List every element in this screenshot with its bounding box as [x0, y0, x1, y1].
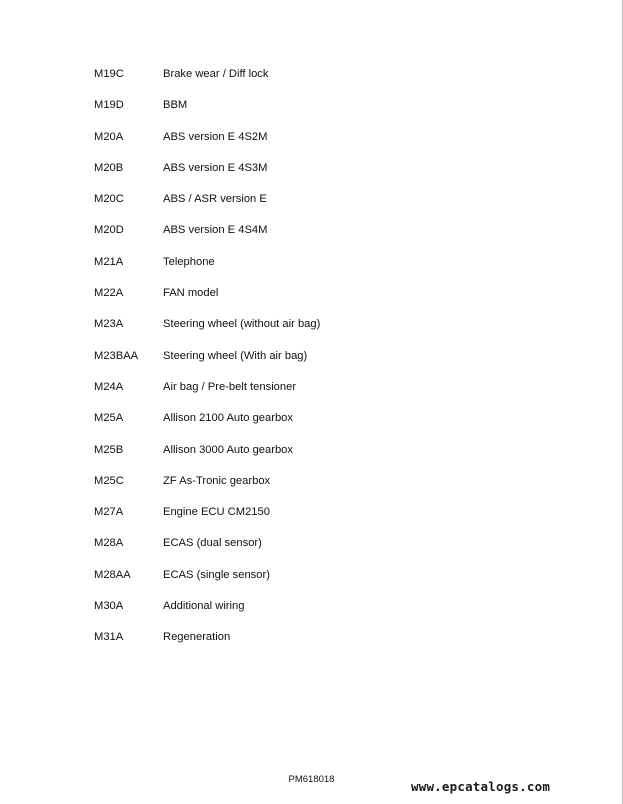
module-code: M24A: [94, 380, 124, 393]
module-code: M20B: [94, 161, 124, 174]
module-title: ECAS (dual sensor): [163, 537, 262, 550]
module-title: Additional wiring: [163, 600, 245, 613]
list-item: [94, 504, 574, 535]
module-code: M19C: [94, 68, 124, 80]
module-code: M19D: [94, 99, 124, 112]
list-item: [94, 316, 574, 347]
module-title: BBM: [163, 99, 188, 112]
list-item: [94, 473, 574, 504]
module-code: M28AA: [94, 568, 131, 581]
module-code: M25C: [94, 474, 124, 487]
list-item: [94, 535, 574, 566]
list-item: [94, 379, 574, 410]
module-title: ECAS (single sensor): [163, 568, 270, 581]
list-item: [94, 254, 574, 285]
module-title: ABS version E 4S4M: [163, 224, 268, 237]
list-item: [94, 222, 574, 253]
module-title: ABS / ASR version E: [163, 193, 267, 206]
list-item: [94, 442, 574, 473]
list-item: [94, 191, 574, 222]
module-title: Allison 3000 Auto gearbox: [163, 443, 293, 456]
module-code: M21A: [94, 255, 124, 268]
module-title: ZF As-Tronic gearbox: [163, 474, 271, 487]
module-code: M23A: [94, 318, 124, 331]
module-title: Engine ECU CM2150: [163, 506, 270, 519]
list-item: [94, 160, 574, 191]
module-title: Telephone: [163, 255, 215, 268]
module-code: M31A: [94, 631, 124, 644]
module-code: M20C: [94, 193, 124, 206]
module-list: [94, 66, 574, 661]
list-item: [94, 129, 574, 160]
watermark-url: www.epcatalogs.com: [411, 779, 551, 794]
module-code: M23BAA: [94, 349, 139, 362]
module-code: M30A: [94, 600, 124, 613]
module-title: ABS version E 4S3M: [163, 161, 268, 174]
module-code: M28A: [94, 537, 124, 550]
module-title: Regeneration: [163, 631, 231, 644]
module-title: Brake wear / Diff lock: [163, 68, 269, 80]
module-code: M22A: [94, 287, 124, 300]
module-title: Steering wheel (With air bag): [163, 349, 308, 362]
list-item: [94, 629, 574, 660]
list-item: [94, 348, 574, 379]
list-item: [94, 97, 574, 128]
list-item: [94, 567, 574, 598]
module-title: Allison 2100 Auto gearbox: [163, 412, 293, 425]
module-title: Steering wheel (without air bag): [163, 318, 321, 331]
list-item: [94, 410, 574, 441]
list-item: [94, 66, 574, 97]
module-title: Air bag / Pre-belt tensioner: [163, 380, 297, 393]
module-code: M20D: [94, 224, 124, 237]
list-item: [94, 598, 574, 629]
module-code: M27A: [94, 506, 124, 519]
module-title: FAN model: [163, 287, 219, 300]
module-title: ABS version E 4S2M: [163, 130, 268, 143]
module-code: M20A: [94, 130, 124, 143]
module-code: M25B: [94, 443, 124, 456]
module-code: M25A: [94, 412, 124, 425]
list-item: [94, 285, 574, 316]
document-number: PM618018: [288, 774, 335, 785]
